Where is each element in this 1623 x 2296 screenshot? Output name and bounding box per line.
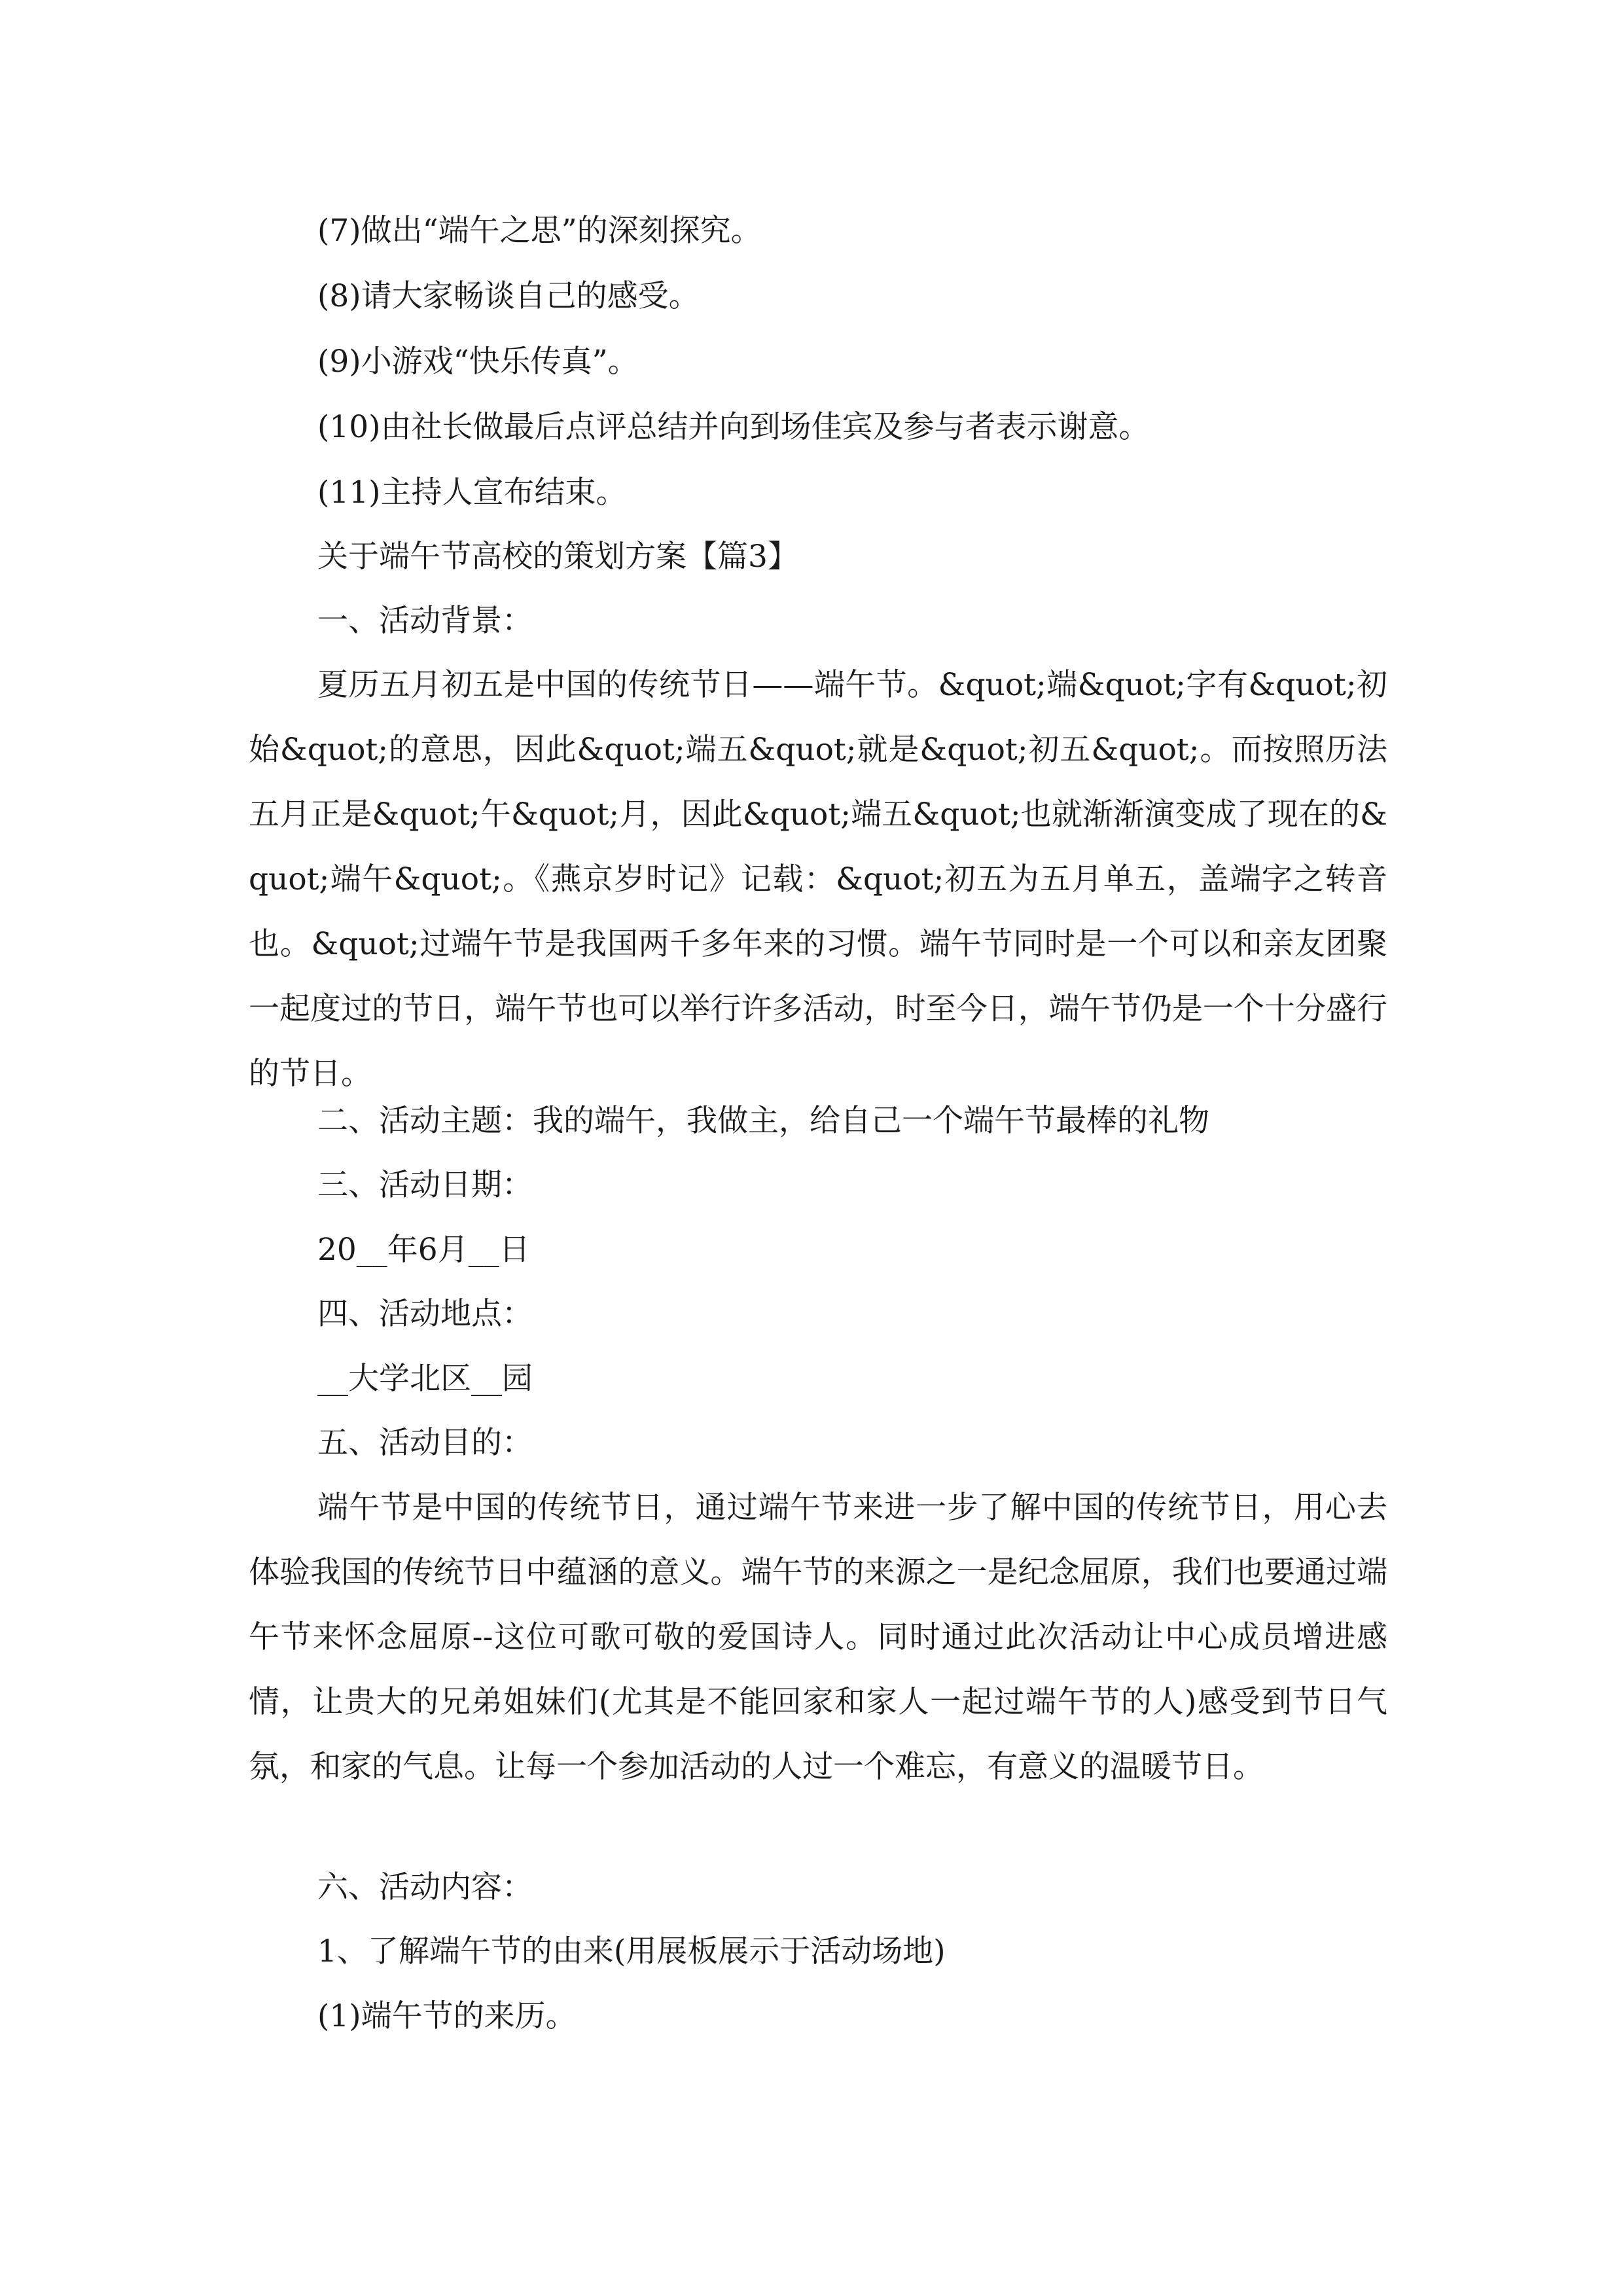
section-heading: 二、活动主题：我的端午，我做主，给自己一个端午节最棒的礼物 [317,1103,1209,1139]
list-item: (10)由社长做最后点评总结并向到场佳宾及参与者表示谢意。 [317,409,1150,445]
section-heading: 五、活动目的： [317,1425,533,1461]
list-item: (8)请大家畅谈自己的感受。 [317,278,700,314]
list-item: 1、了解端午节的由来(用展板展示于活动场地) [317,1933,946,1969]
section-title: 关于端午节高校的策划方案【篇3】 [317,539,798,575]
date-value: 20__年6月__日 [317,1232,530,1268]
section-heading: 一、活动背景： [317,603,533,639]
location-value: __大学北区__园 [317,1361,533,1397]
list-item: (7)做出“端午之思”的深刻探究。 [317,213,762,249]
list-item: (11)主持人宣布结束。 [317,475,627,511]
list-item: (1)端午节的来历。 [317,1998,577,2034]
section-heading: 六、活动内容： [317,1869,533,1905]
section-heading: 三、活动日期： [317,1167,533,1203]
section-heading: 四、活动地点： [317,1296,533,1332]
list-item: (9)小游戏“快乐传真”。 [317,344,639,380]
purpose-paragraph: 端午节是中国的传统节日，通过端午节来进一步了解中国的传统节日，用心去体验我国的传统节日中蕴涵的意义。端午节的来源之一是纪念屈原，我们也要通过端午节来怀念屈原--这位可歌可敬的爱国诗人。同时通过此次活动让中心成员增进感情，让贵大的兄弟姐妹们(尤其是不能回家和家人一起过端午节的人)感受到节日气氛，和家的气息。让每一个参加活动的人过一个难忘，有意义的温暖节日。 [249,1490,1387,1785]
background-paragraph: 夏历五月初五是中国的传统节日——端午节。&quot;端&quot;字有&quot;初始&quot;的意思，因此&quot;端五&quot;就是&quot;初五&quot;。而按照历法五月正是&quot;午&quot;月，因此&quot;端五&quot;也就渐渐演变成了现在的&quot;端午&quot;。《燕京岁时记》记载：&quot;初五为五月单五，盖端字之转音也。&quot;过端午节是我国两千多年来的习惯。端午节同时是一个可以和亲友团聚一起度过的节日，端午节也可以举行许多活动，时至今日，端午节仍是一个十分盛行的节日。 [249,667,1387,1092]
